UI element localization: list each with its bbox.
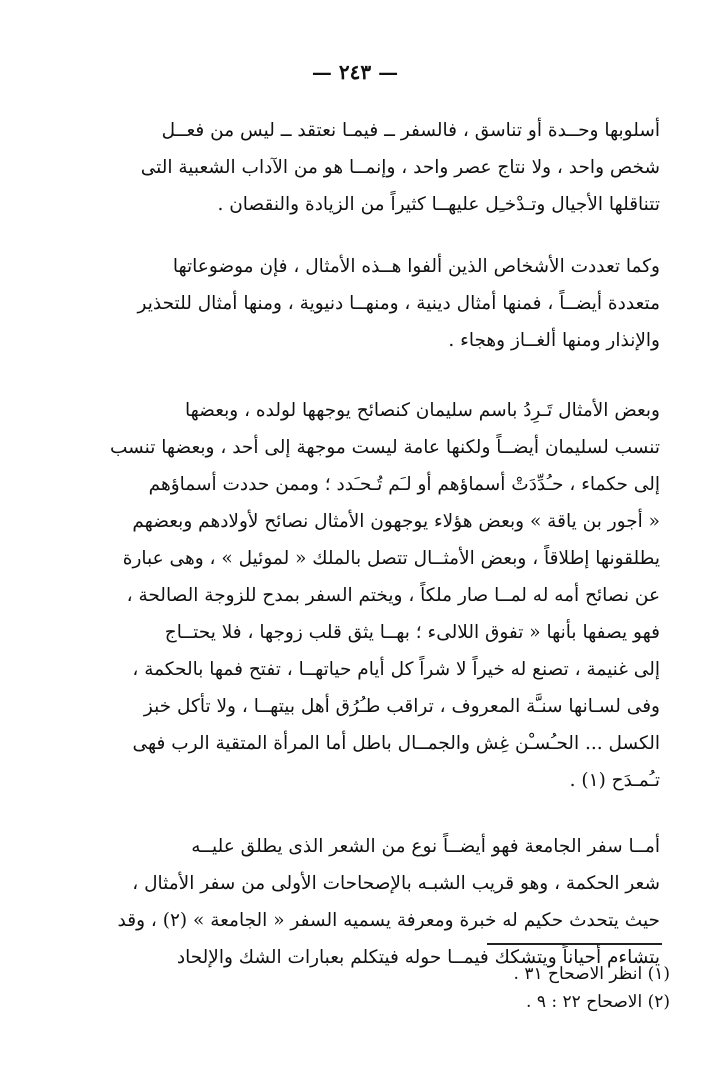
text-line: شعر الحكمة ، وهو قريب الشبـه بالإصحاحات الأولى من سفر الأمثال ، bbox=[132, 873, 660, 894]
text-line: متعددة أيضــاً ، فمنها أمثال دينية ، ومنهــا دنيوية ، ومنها أمثال للتحذير bbox=[137, 293, 660, 314]
footnote: (١) انظر الاصحاح ٣١ . bbox=[513, 964, 670, 984]
text-line: وكما تعددت الأشخاص الذين ألفوا هــذه الأمثال ، فإن موضوعاتها bbox=[172, 256, 660, 277]
text-line: والإنذار ومنها ألغــاز وهجاء . bbox=[448, 330, 660, 351]
text-line: تتناقلها الأجيال وتـدْخـِل عليهــا كثيراً من الزيادة والنقصان . bbox=[217, 194, 660, 215]
text-line: أمــا سفر الجامعة فهو أيضــاً نوع من الشعر الذى يطلق عليــه bbox=[191, 836, 660, 857]
text-line: عن نصائح أمه له لمــا صار ملكاً ، ويختم السفر بمدح للزوجة الصالحة ، bbox=[126, 585, 660, 606]
text-line: يطلقونها إطلاقاً ، وبعض الأمثــال تتصل بالملك « لموئيل » ، وهى عبارة bbox=[122, 548, 660, 569]
text-line: شخص واحد ، ولا نتاج عصر واحد ، وإنمــا هو من الآداب الشعبية التى bbox=[140, 157, 660, 178]
paragraph bbox=[40, 248, 660, 359]
text-line: فهو يصفها بأنها « تفوق اللالىء ؛ بهــا يثق قلب زوجها ، فلا يحتــاج bbox=[164, 622, 660, 643]
text-line: الكسل ... الحـُسـْن غِش والجمــال باطل أما المرأة المتقية الرب فهى bbox=[132, 733, 660, 754]
text-line: تنسب لسليمان أيضــاً ولكنها عامة ليست موجهة إلى أحد ، وبعضها تنسب bbox=[109, 437, 660, 458]
text-line: تـُمـدَح (١) . bbox=[569, 770, 660, 791]
text-line: أسلوبها وحــدة أو تناسق ، فالسفر ــ فيمـا نعتقد ــ ليس من فعــل bbox=[161, 120, 660, 141]
body-text bbox=[40, 112, 660, 976]
page-number: — ٢٤٣ — bbox=[311, 60, 399, 84]
paragraph bbox=[40, 828, 660, 976]
text-line: إلى غنيمة ، تصنع له خيراً لا شراً كل أيام حياتهــا ، تفتح فمها بالحكمة ، bbox=[132, 659, 660, 680]
text-line: وبعض الأمثال تَـرِدُ باسم سليمان كنصائح يوجهها لولده ، وبعضها bbox=[184, 400, 660, 421]
footnotes bbox=[290, 960, 670, 1016]
paragraph bbox=[40, 392, 660, 799]
text-line: إلى حكماء ، حـُدِّدَتْ أسماؤهم أو لـَم تُـحـَدد ؛ وممن حددت أسماؤهم bbox=[148, 474, 660, 495]
text-line: « أجور بن ياقة » وبعض هؤلاء يوجهون الأمثال نصائح لأولادهم وبعضهم bbox=[132, 511, 660, 532]
footnote: (٢) الاصحاح ٢٢ : ٩ . bbox=[526, 992, 670, 1012]
text-line: وفى لسـانها سنـَّة المعروف ، تراقب طـُرُق أهل بيتهــا ، ولا تأكل خبز bbox=[143, 696, 660, 717]
paragraph bbox=[40, 112, 660, 223]
footnote-separator bbox=[487, 943, 662, 945]
text-line: يتشاءم أحياناً ويتشكك فيمــا حوله فيتكلم بعبارات الشك والإلحاد bbox=[176, 947, 660, 968]
text-line: حيث يتحدث حكيم له خبرة ومعرفة يسميه السفر « الجامعة » (٢) ، وقد bbox=[117, 910, 660, 931]
